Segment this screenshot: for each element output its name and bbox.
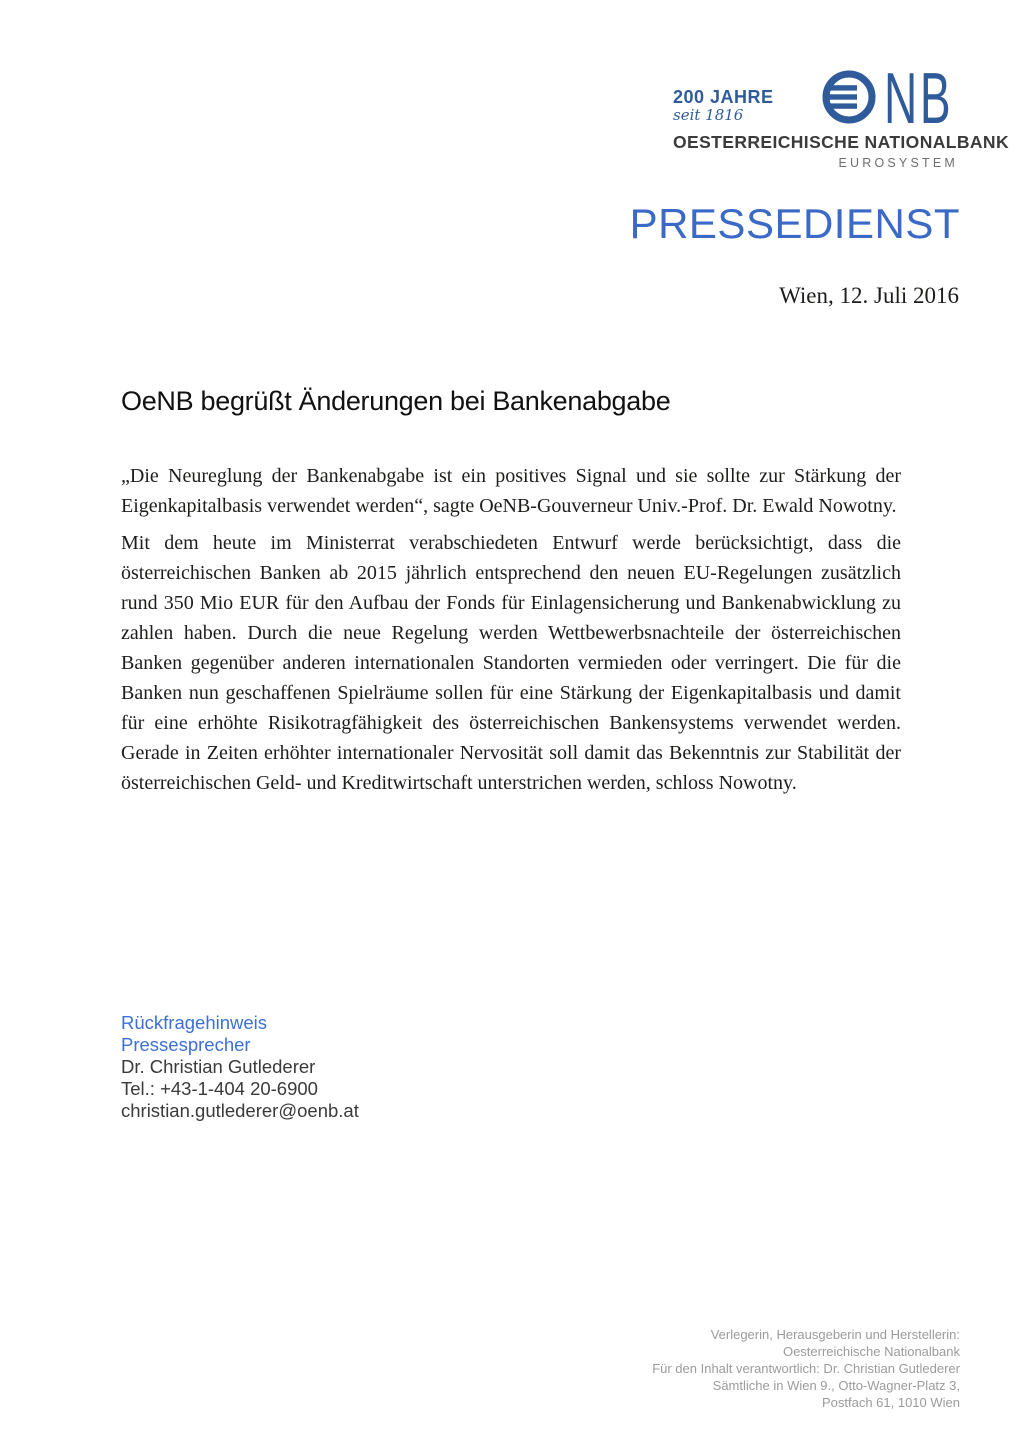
onb-logo-icon	[822, 68, 958, 126]
contact-name: Dr. Christian Gutlederer	[121, 1056, 316, 1077]
header-logo	[673, 68, 1010, 170]
body-paragraph-details: Mit dem heute im Ministerrat verabschiedeten Entwurf werde berücksichtigt, dass die österreichischen Banken ab 2015 jährlich entsprechend den neuen EU-Regelungen zusätzlich rund 350 Mio EUR für den Aufbau der Fonds für Einlagensicherung und Bankenabwicklung zu zahlen haben. Durch die neue Regelung werden Wettbewerbsnachteile der österreichischen Banken gegenüber anderen internationalen Standorten vermieden oder verringert. Die für die Banken nun geschaffenen Spielräume sollen für eine Stärkung der Eigenkapitalbasis und damit für eine erhöhte Risikotragfähigkeit des österreichischen Bankensystems verwendet werden. Gerade in Zeiten erhöhter internationaler Nervosität soll damit das Bekenntnis zur Stabilität der österreichischen Geld- und Kreditwirtschaft unterstrichen werden, schloss Nowotny.	[121, 532, 901, 794]
contact-heading: Rückfragehinweis	[121, 1012, 268, 1033]
bank-name-label: OESTERREICHISCHE NATIONALBANK	[673, 132, 1010, 152]
contact-phone: Tel.: +43-1-404 20-6900	[121, 1078, 318, 1099]
contact-block	[121, 1012, 359, 1122]
article-title: OeNB begrüßt Änderungen bei Bankenabgabe	[121, 386, 671, 416]
body-paragraph-quote: „Die Neureglung der Bankenabgabe ist ein positives Signal und sie sollte zur Stärkung der Eigenkapitalbasis verwendet werden“, sagte OeNB-Gouverneur Univ.-Prof. Dr. Ewald Nowotny.	[121, 465, 901, 517]
eurosystem-label: EUROSYSTEM	[838, 156, 958, 170]
anniversary-years-label: 200 JAHRE	[673, 87, 774, 107]
footer-line: Für den Inhalt verantwortlich: Dr. Christian Gutlederer	[652, 1361, 960, 1376]
article-body	[121, 461, 901, 805]
contact-role: Pressesprecher	[121, 1034, 251, 1055]
footer-line: Sämtliche in Wien 9., Otto-Wagner-Platz 3,	[712, 1378, 960, 1393]
footer-line: Postfach 61, 1010 Wien	[821, 1395, 960, 1410]
footer-line: Oesterreichische Nationalbank	[782, 1344, 960, 1359]
anniversary-since-label: seit 1816	[673, 106, 744, 124]
masthead-title: PRESSEDIENST	[629, 200, 960, 247]
imprint-footer	[652, 1326, 960, 1411]
logo-top-row	[673, 68, 958, 126]
footer-line: Verlegerin, Herausgeberin und Herstellerin:	[710, 1327, 960, 1342]
dateline: Wien, 12. Juli 2016	[779, 283, 959, 308]
anniversary-badge	[673, 88, 774, 126]
contact-email: christian.gutlederer@oenb.at	[121, 1100, 359, 1121]
onb-letters: NB	[884, 68, 954, 126]
